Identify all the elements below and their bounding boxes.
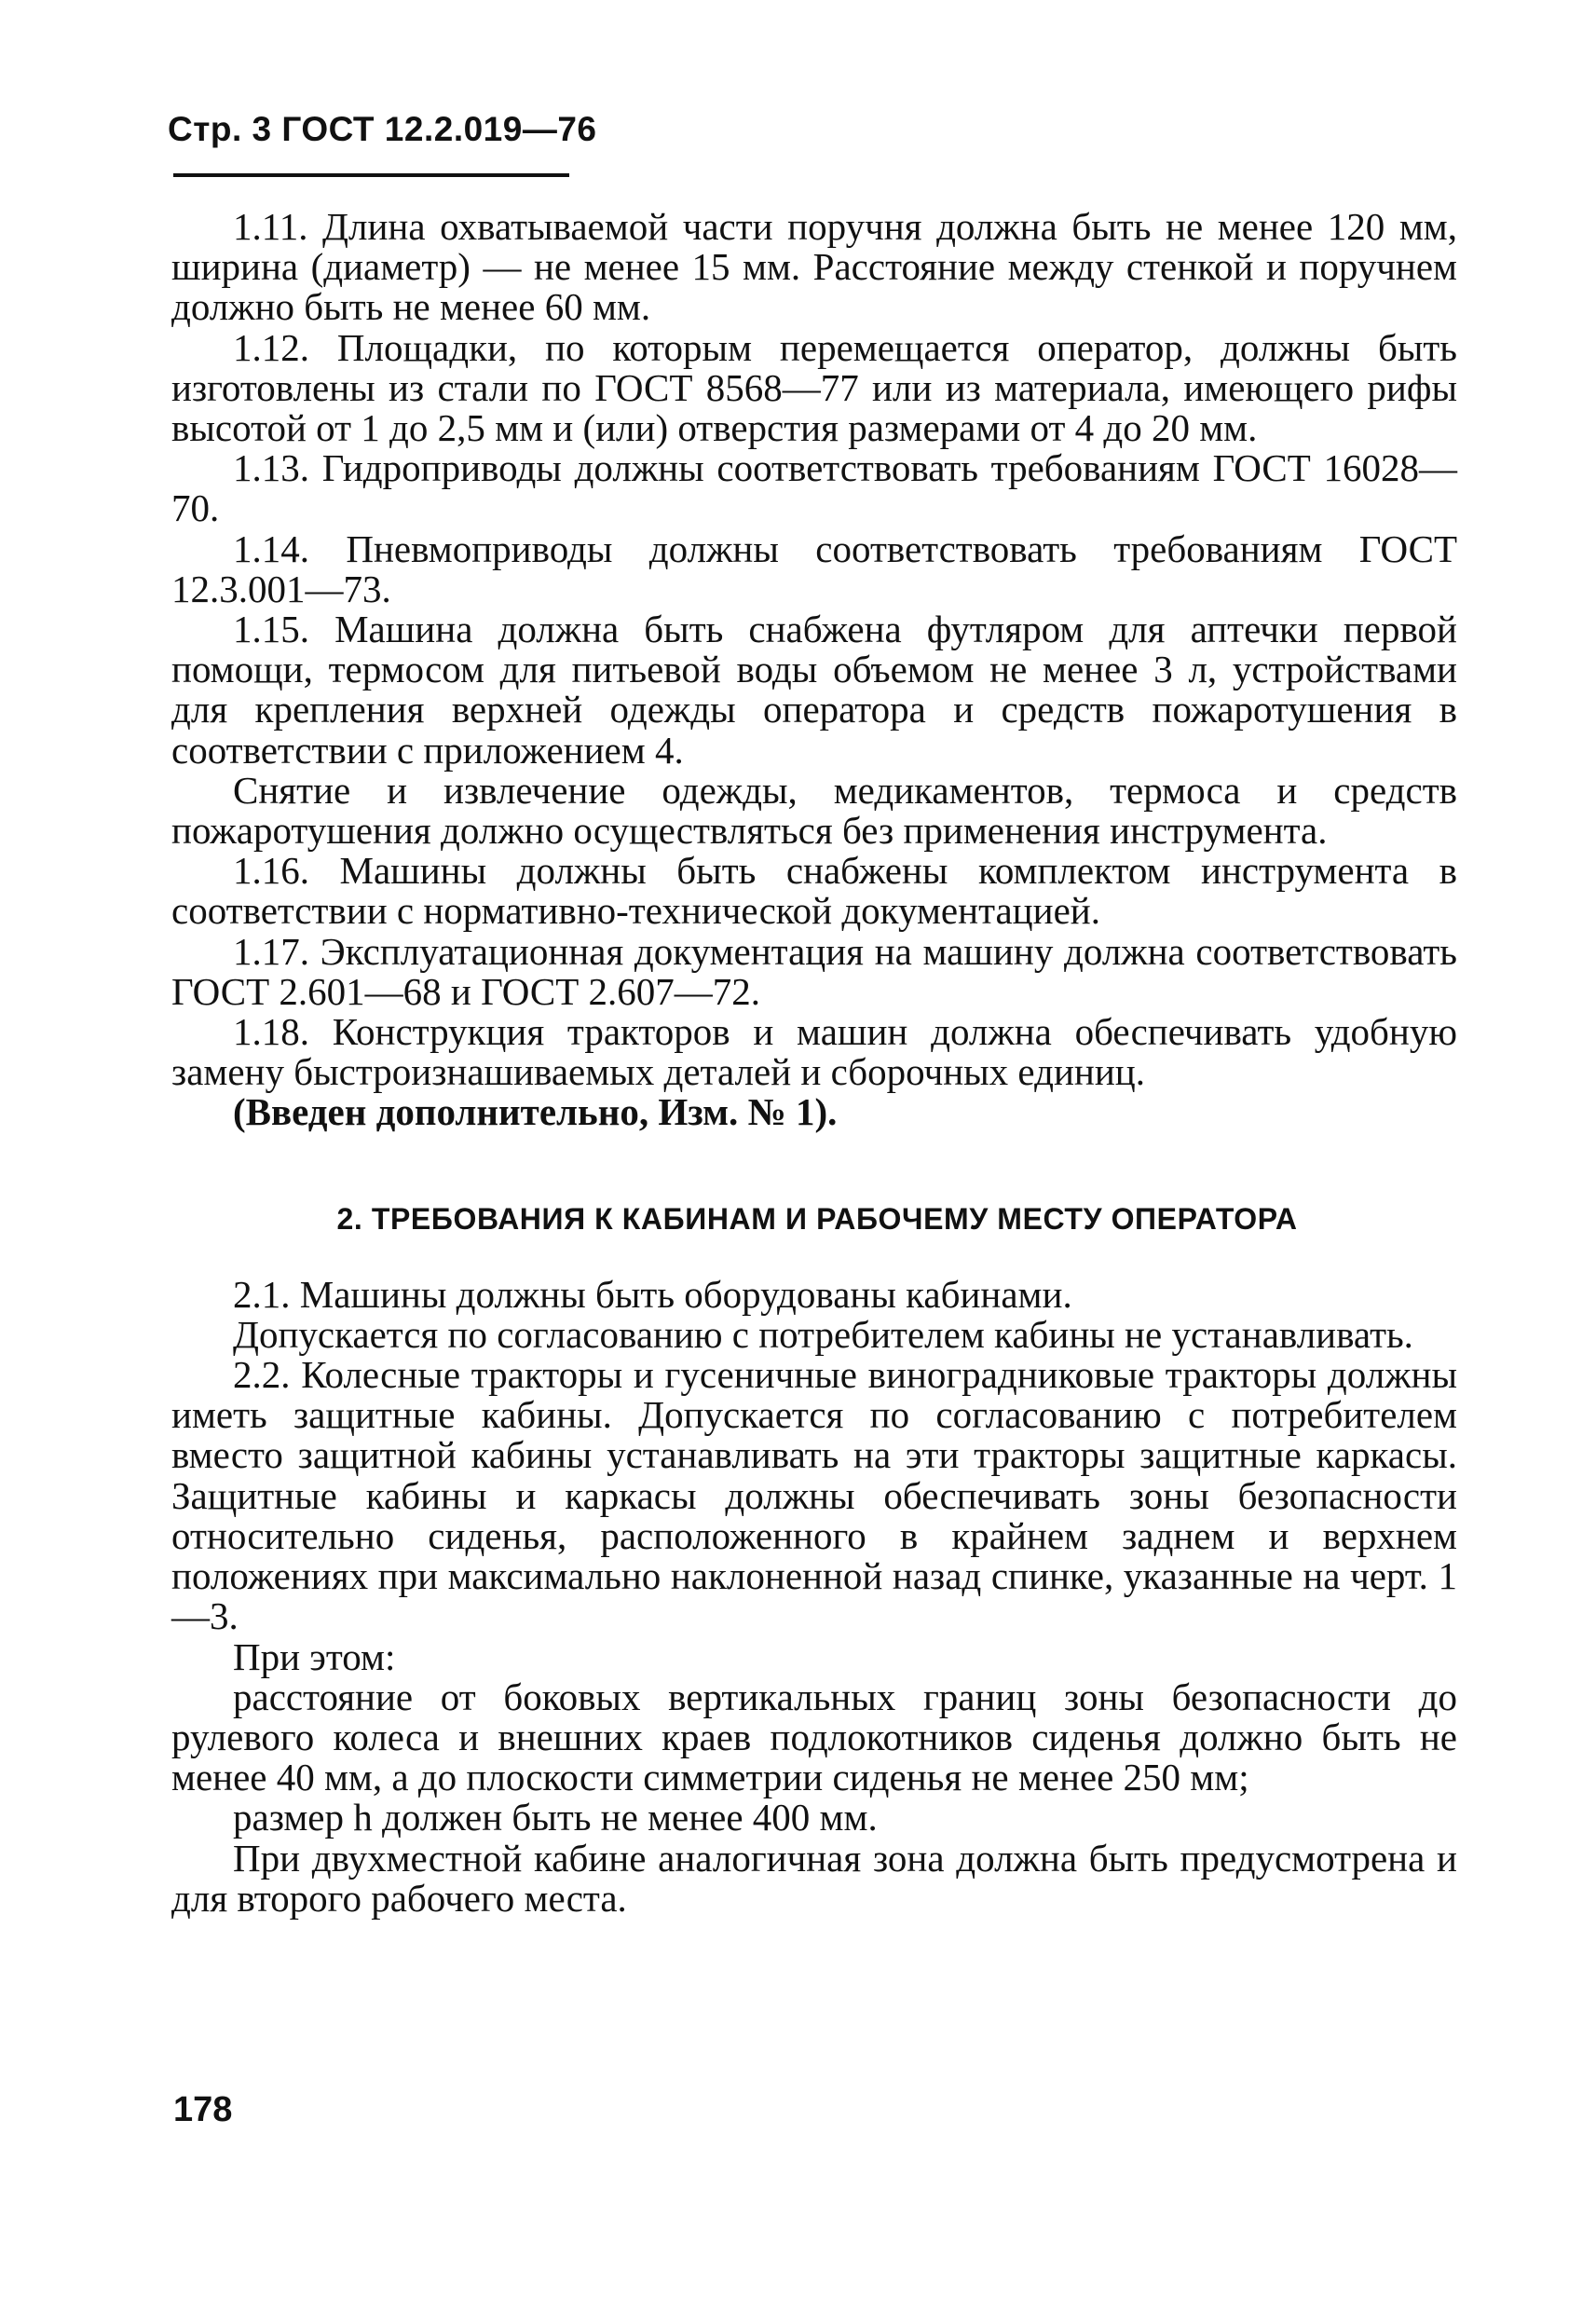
paragraph-1-12: 1.12. Площадки, по которым перемещается оператор, должны быть изготовлены из стали по ГОСТ 8568—77 или из материала, имеющего рифы высотой от 1 до 2,5 мм и (или) отверстия размерами от 4 до 20 мм.: [171, 325, 1457, 450]
section-heading: 2. ТРЕБОВАНИЯ К КАБИНАМ И РАБОЧЕМУ МЕСТУ ОПЕРАТОРА: [336, 1201, 1298, 1236]
page-number: 178: [173, 2090, 233, 2129]
paragraph-1-13: 1.13. Гидроприводы должны соответствовать требованиям ГОСТ 16028—70.: [171, 446, 1457, 530]
paragraph-1-14: 1.14. Пневмоприводы должны соответствовать требованиям ГОСТ 12.3.001—73.: [171, 526, 1457, 610]
paragraph-1-15-continued: Снятие и извлечение одежды, медикаментов, термоса и средств пожаротушения должно осуществляться без применения инструмента.: [171, 768, 1457, 853]
paragraph-1-18: 1.18. Конструкция тракторов и машин должна обеспечивать удобную замену быстроизнашиваемых деталей и сборочных единиц.: [171, 1010, 1457, 1094]
paragraph-2-1: 2.1. Машины должны быть оборудованы кабинами.: [233, 1272, 1072, 1316]
paragraph-2-2: 2.2. Колесные тракторы и гусеничные виноградниковые тракторы должны иметь защитные кабины. Допускается по согласованию с потребителем вместо защитной кабины устанавливать на эти тракторы защитные каркасы. Защитные кабины и каркасы должны обеспечивать зоны безопасности относительно сиденья, расположенного в крайнем заднем и верхнем положениях при максимально наклоненной назад спинке, указанные на черт. 1—3.: [171, 1353, 1457, 1638]
paragraph-2-2-intro: При этом:: [233, 1634, 396, 1678]
paragraph-1-15: 1.15. Машина должна быть снабжена футляром для аптечки первой помощи, термосом для питьевой воды объемом не менее 3 л, устройствами для крепления верхней одежды оператора и средств пожаротушения в соответствии с приложением 4.: [171, 608, 1457, 772]
paragraph-2-2-two-seat: При двухместной кабине аналогичная зона должна быть предусмотрена и для второго рабочего места.: [171, 1836, 1457, 1920]
paragraph-2-2-clearance: расстояние от боковых вертикальных границ зоны безопасности до рулевого колеса и внешних краев подлокотников сиденья должно быть не менее 40 мм, а до плоскости симметрии сиденья не менее 250 мм;: [171, 1675, 1457, 1799]
paragraph-2-2-dimension-h: размер h должен быть не менее 400 мм.: [233, 1796, 878, 1839]
paragraph-1-17: 1.17. Эксплуатационная документация на машину должна соответствовать ГОСТ 2.601—68 и ГОСТ 2.607—72.: [171, 929, 1457, 1013]
paragraph-1-16: 1.16. Машины должны быть снабжены комплектом инструмента в соответствии с нормативно-технической документацией.: [171, 849, 1457, 933]
paragraph-2-1-continued: Допускается по согласованию с потребителем кабины не устанавливать.: [233, 1312, 1413, 1356]
paragraph-1-11: 1.11. Длина охватываемой части поручня должна быть не менее 120 мм, ширина (диаметр) — не менее 15 мм. Расстояние между стенкой и поручнем должно быть не менее 60 мм.: [171, 205, 1457, 329]
header-rule: [173, 173, 569, 177]
amendment-note: (Введен дополнительно, Изм. № 1).: [233, 1090, 838, 1134]
running-header: Стр. 3 ГОСТ 12.2.019—76: [168, 110, 597, 148]
document-body: [171, 207, 1457, 1919]
